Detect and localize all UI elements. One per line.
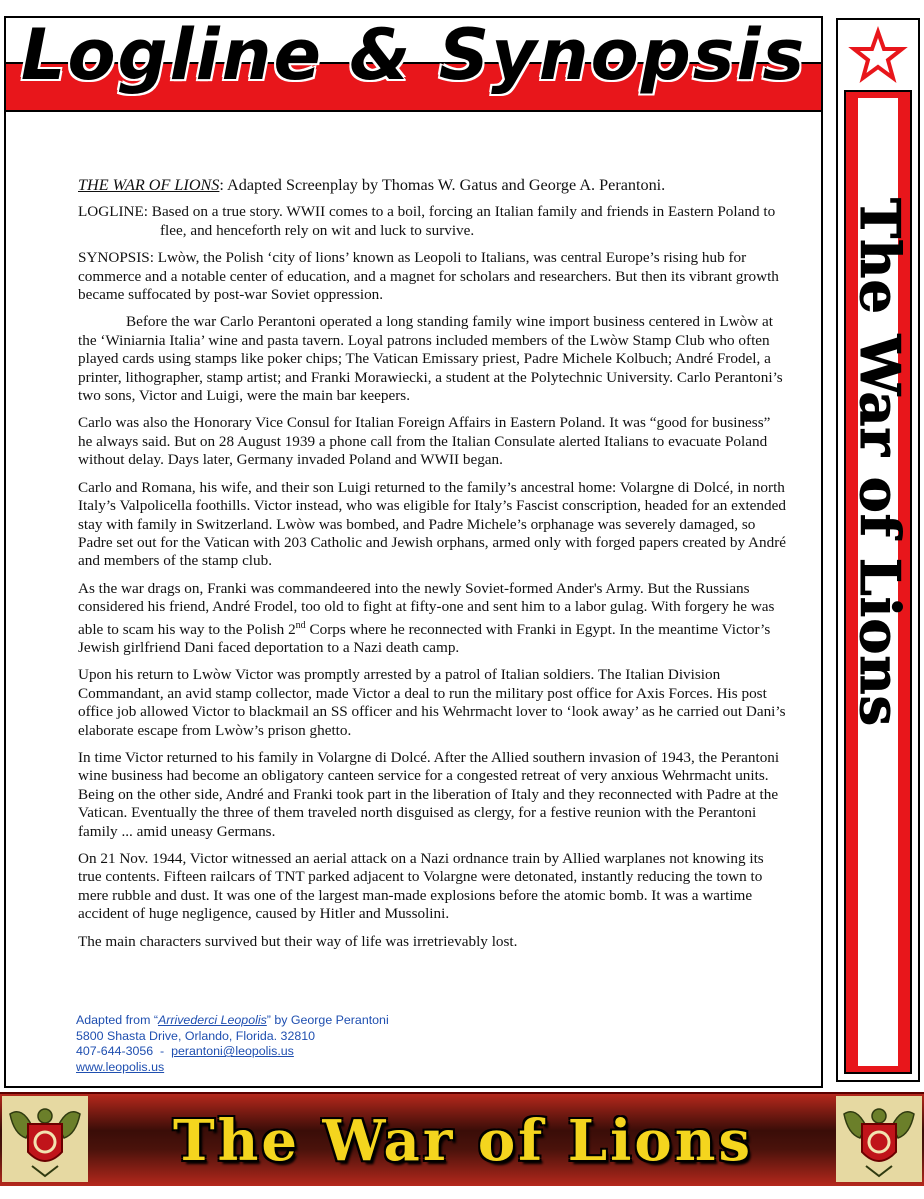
- story-paragraph: [78, 580, 788, 658]
- side-red-stripe: [844, 90, 912, 1074]
- credits-block: [76, 1013, 389, 1075]
- logline-paragraph: LOGLINE: Based on a true story. WWII comes to a boil, forcing an Italian family and friends in Eastern Poland to flee, and henceforth rely on wit and luck to survive.: [78, 203, 776, 239]
- address-line: 5800 Shasta Drive, Orlando, Florida. 32810: [76, 1028, 316, 1043]
- story-paragraph: Upon his return to Lwòw Victor was promptly arrested by a patrol of Italian soldiers. The Italian Division Commandant, an avid stamp collector, made Victor a deal to run the military post office for Axis Forces. His post office job allowed Victor to blackmail an SS officer and his Wehrmacht lover to ‘look away’ as he carried out Dani’s elaborate escape from Lwòw’s prison ghetto.: [78, 666, 786, 739]
- document-heading: [78, 176, 788, 194]
- synopsis-paragraph: SYNOPSIS: Lwòw, the Polish ‘city of lions’ known as Leopoli to Italians, was central Europe’s rising hub for commerce and a notable center of education, and a magnet for scholars and researchers. But then its vibrant growth became suffocated by post-war Soviet oppression.: [78, 249, 779, 304]
- footer-title: The War of Lions: [173, 1108, 753, 1174]
- story-paragraph: Before the war Carlo Perantoni operated a long standing family wine import business centered in Lwòw at the ‘Winiarnia Italia’ wine and pasta tavern. Loyal patrons included members of the Lwòw Stamp Club who often played cards using stamps like poker chips; The Vatican Emissary priest, Padre Michele Kolbuch; André Frodel, a printer, lithographer, stamp artist; and Franki Morawiecki, a student at the Polytechnic University. Carlo Perantoni’s two sons, Victor and Luigi, were the main bar keepers.: [78, 313, 783, 405]
- story-paragraph: In time Victor returned to his family in Volargne di Dolcé. After the Allied southern invasion of 1943, the Perantoni wine business had become an obligatory canteen service for a congested retreat of very anxious Wehrmacht units. Being on the other side, André and Franki took part in the liberation of Italy and they reconnected with Padre at the Vatican. Eventually the three of them traveled north disguised as clergy, for a festive reunion with the Perantoni family ... amid uneasy Germans.: [78, 749, 780, 840]
- adapted-prefix: Adapted from “: [76, 1013, 158, 1027]
- main-page-frame: [4, 16, 823, 1088]
- footer-banner: [0, 1092, 924, 1186]
- side-title: The War of Lions: [848, 198, 912, 727]
- document-body: [78, 176, 788, 960]
- side-white-stripe: [848, 98, 912, 1066]
- film-title: THE WAR OF LIONS: [78, 176, 220, 194]
- adapted-suffix: ” by George Perantoni: [266, 1013, 389, 1027]
- story-paragraph: Carlo and Romana, his wife, and their son Luigi returned to the family’s ancestral home: Volargne di Dolcé, in north Italy’s Valpolicella foothills. Victor instead, who was eligible for Italy’s Fascist conscription, headed for an extended stay with family in Switzerland. Lwòw was bombed, and Padre Michele’s orphanage was severely damaged, so Padre set out for the Vatican with 203 Catholic and Jewish orphans, armed only with forged papers created by André and members of the stamp club.: [78, 478, 787, 570]
- star-outline-icon: [848, 26, 908, 86]
- page-title: Logline & Synopsis: [20, 14, 807, 96]
- story-text: As the war drags on, Franki was commandeered into the newly Soviet-formed Ander's Army. But the Russians considered his friend, André Frodel, too old to fight at fifty-one and sent him to a labor gulag. With forgery he was able to scam his way to the Polish 2: [78, 579, 775, 638]
- contact-line: [76, 1044, 389, 1060]
- eagle-crest-icon: [2, 1096, 88, 1182]
- story-paragraph: Carlo was also the Honorary Vice Consul for Italian Foreign Affairs in Eastern Poland. It was “good for business” he always said. But on 28 August 1939 a phone call from the Italian Consulate alerted Italians to evacuate Poland without delay. Days later, Germany invaded Poland and WWII began.: [78, 414, 771, 469]
- contact-separator: -: [153, 1044, 172, 1059]
- eagle-crest-icon: [836, 1096, 922, 1182]
- heading-rest: : Adapted Screenplay by Thomas W. Gatus and George A. Perantoni.: [219, 176, 666, 194]
- phone-number: 407-644-3056: [76, 1044, 154, 1059]
- story-text: Corps where he reconnected with Franki in Egypt. In the meantime Victor’s Jewish girlfriend Dani faced deportation to a Nazi death camp.: [78, 620, 771, 656]
- story-paragraph: On 21 Nov. 1944, Victor witnessed an aerial attack on a Nazi ordnance train by Allied warplanes not knowing its true contents. Fifteen railcars of TNT parked adjacent to Volargne were detonated, instantly reducing the town to mere rubble and dust. It was one of the largest man-made explosions before the atomic bomb. It was a wartime accident of huge negligence, caused by Hitler and Mussolini.: [78, 850, 764, 923]
- adapted-from-line: [76, 1013, 389, 1029]
- side-banner: [836, 18, 920, 1082]
- email-link[interactable]: perantoni@leopolis.us: [171, 1044, 294, 1059]
- ordinal-suffix: nd: [295, 619, 306, 631]
- book-title: Arrivederci Leopolis: [157, 1013, 267, 1027]
- website-link[interactable]: www.leopolis.us: [76, 1059, 165, 1074]
- closing-paragraph: The main characters survived but their way of life was irretrievably lost.: [78, 932, 518, 950]
